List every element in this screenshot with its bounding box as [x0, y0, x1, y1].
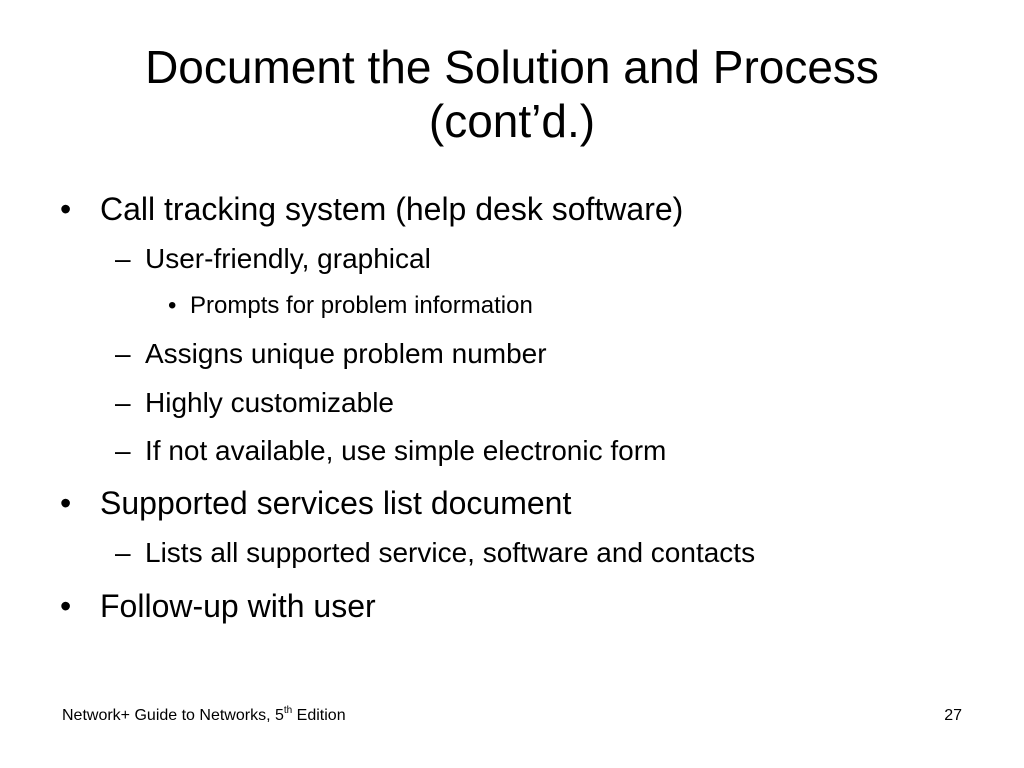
bullet-text: Call tracking system (help desk software): [100, 191, 684, 227]
footer-book-suffix: Edition: [292, 707, 346, 724]
bullet-text: Supported services list document: [100, 485, 572, 521]
slide-title-line-1: Document the Solution and Process: [145, 41, 879, 93]
slide-title-line-2: (cont’d.): [428, 95, 596, 147]
bullet-marker: •: [60, 191, 72, 227]
bullet-item: [60, 484, 571, 522]
footer-book-prefix: Network+ Guide to Networks, 5: [62, 707, 284, 724]
sub-bullet-text: Lists all supported service, software and contacts: [145, 537, 756, 568]
page-number: 27: [944, 707, 962, 724]
sub-bullet-item: [115, 536, 755, 570]
bullet-text: Follow-up with user: [100, 588, 376, 624]
bullet-marker: •: [60, 485, 72, 521]
sub-bullet-text: Highly customizable: [145, 387, 394, 418]
sub-bullet-text: If not available, use simple electronic form: [145, 435, 667, 466]
bullet-marker: •: [60, 588, 72, 624]
bullet-marker: •: [168, 292, 177, 319]
sub-sub-bullet-text: Prompts for problem information: [190, 292, 533, 319]
sub-bullet-text: Assigns unique problem number: [145, 338, 547, 369]
sub-bullet-item: [115, 337, 547, 371]
sub-bullet-item: [115, 242, 431, 276]
dash-marker: –: [115, 338, 131, 369]
dash-marker: –: [115, 537, 131, 568]
dash-marker: –: [115, 387, 131, 418]
bullet-item: [60, 587, 376, 625]
bullet-item: [60, 190, 683, 228]
dash-marker: –: [115, 243, 131, 274]
sub-bullet-item: [115, 386, 394, 420]
sub-bullet-item: [115, 434, 666, 468]
footer-book-superscript: th: [283, 704, 293, 716]
dash-marker: –: [115, 435, 131, 466]
sub-sub-bullet-item: [168, 291, 533, 321]
sub-bullet-text: User-friendly, graphical: [145, 243, 431, 274]
footer-book-title: [62, 706, 346, 726]
